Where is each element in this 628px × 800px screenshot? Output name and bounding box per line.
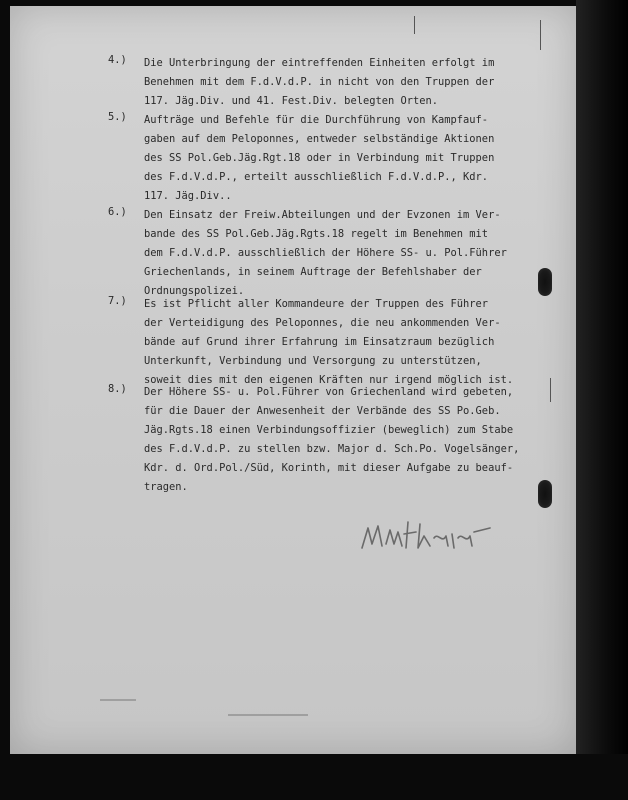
- paragraph-line: gaben auf dem Peloponnes, entweder selbständige Aktionen: [144, 133, 495, 145]
- paragraph-line: Griechenlands, in seinem Auftrage der Befehlshaber der: [144, 266, 482, 278]
- margin-mark: [550, 378, 551, 402]
- margin-mark: [540, 20, 541, 50]
- scan-border-right: [576, 0, 628, 800]
- punch-hole: [538, 268, 552, 296]
- paragraph-line: Den Einsatz der Freiw.Abteilungen und der Evzonen im Ver-: [144, 209, 501, 221]
- scan-border-bottom: [0, 754, 628, 800]
- paper-smudge: [228, 714, 308, 716]
- paragraph-line: tragen.: [144, 481, 188, 493]
- paragraph-number: 6.): [108, 206, 127, 218]
- paragraph-line: soweit dies mit den eigenen Kräften nur irgend möglich ist.: [144, 374, 514, 386]
- paragraph-number: 4.): [108, 54, 127, 66]
- paragraph-line: bände auf Grund ihrer Erfahrung im Einsatzraum bezüglich: [144, 336, 495, 348]
- paper-smudge: [100, 699, 136, 701]
- paragraph-line: Ordnungspolizei.: [144, 285, 245, 297]
- paragraph-line: dem F.d.V.d.P. ausschließlich der Höhere SS- u. Pol.Führer: [144, 247, 507, 259]
- paragraph-number: 8.): [108, 383, 127, 395]
- paragraph-line: Es ist Pflicht aller Kommandeure der Truppen des Führer: [144, 298, 489, 310]
- paragraph-line: des F.d.V.d.P. zu stellen bzw. Major d. Sch.Po. Vogelsänger,: [144, 443, 520, 455]
- paragraph-line: der Verteidigung des Peloponnes, die neu ankommenden Ver-: [144, 317, 501, 329]
- paragraph-line: 117. Jäg.Div. und 41. Fest.Div. belegten Orten.: [144, 95, 439, 107]
- paragraph-line: 117. Jäg.Div..: [144, 190, 232, 202]
- paragraph-line: Benehmen mit dem F.d.V.d.P. in nicht von den Truppen der: [144, 76, 495, 88]
- paragraph-line: für die Dauer der Anwesenheit der Verbände des SS Po.Geb.: [144, 405, 501, 417]
- paragraph-line: Aufträge und Befehle für die Durchführung von Kampfauf-: [144, 114, 489, 126]
- paragraph-line: Unterkunft, Verbindung und Versorgung zu unterstützen,: [144, 355, 482, 367]
- paragraph-number: 7.): [108, 295, 127, 307]
- margin-mark: [414, 16, 415, 34]
- paragraph-line: Kdr. d. Ord.Pol./Süd, Korinth, mit dieser Aufgabe zu beauf-: [144, 462, 514, 474]
- paragraph-line: Die Unterbringung der eintreffenden Einheiten erfolgt im: [144, 57, 495, 69]
- punch-hole: [538, 480, 552, 508]
- paper-sheet: [10, 6, 576, 754]
- paragraph-number: 5.): [108, 111, 127, 123]
- handwritten-signature: [358, 514, 498, 558]
- paragraph-line: bande des SS Pol.Geb.Jäg.Rgts.18 regelt im Benehmen mit: [144, 228, 489, 240]
- paragraph-line: des F.d.V.d.P., erteilt ausschließlich F.d.V.d.P., Kdr.: [144, 171, 489, 183]
- paragraph-line: Jäg.Rgts.18 einen Verbindungsoffizier (beweglich) zum Stabe: [144, 424, 514, 436]
- paragraph-line: des SS Pol.Geb.Jäg.Rgt.18 oder in Verbindung mit Truppen: [144, 152, 495, 164]
- paragraph-line: Der Höhere SS- u. Pol.Führer von Griechenland wird gebeten,: [144, 386, 514, 398]
